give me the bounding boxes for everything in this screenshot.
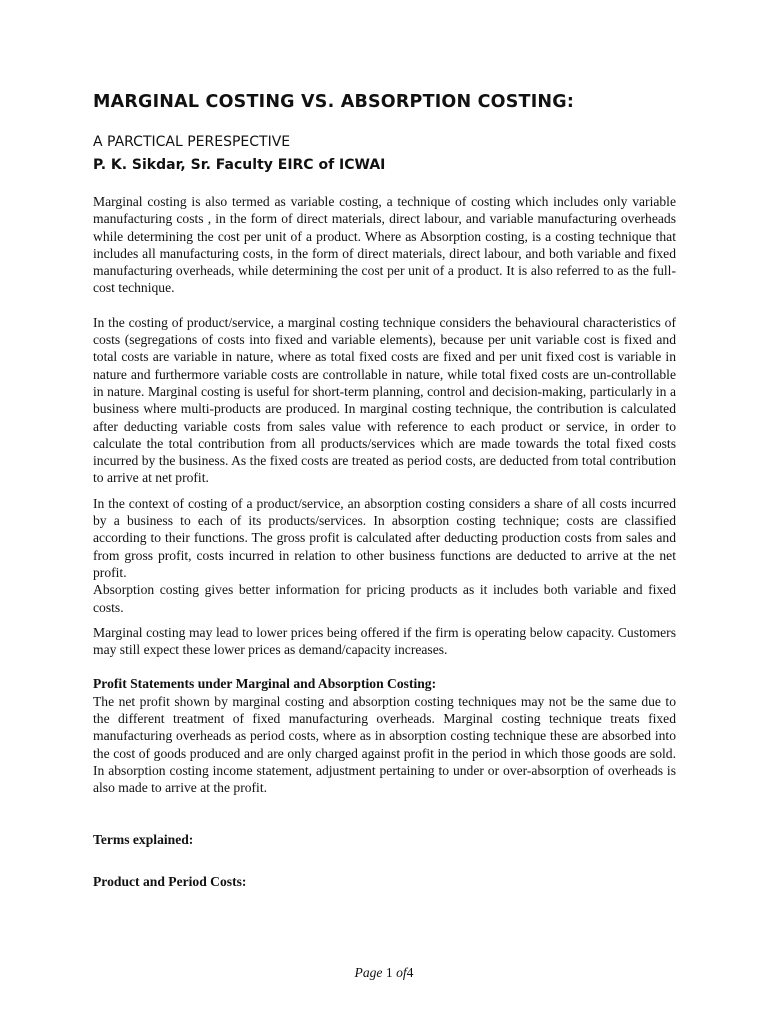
paragraph-absorption-pricing: Absorption costing gives better information for pricing products as it includes both variable and fixed costs. (93, 582, 676, 615)
profit-statements-heading: Profit Statements under Marginal and Absorption Costing: (93, 676, 437, 692)
page-label: Page (354, 965, 383, 980)
page-of-label: of (396, 965, 407, 980)
document-subtitle: A PARCTICAL PERESPECTIVE (93, 134, 291, 150)
page-footer (0, 965, 768, 981)
paragraph-profit-statements: The net profit shown by marginal costing and absorption costing techniques may not be the same due to the different treatment of fixed manufacturing overheads. Marginal costing technique treats fixed manufacturing overheads as period costs, where as in absorption costing technique these are absorbed into the cost of goods produced and are only charged against profit in the period in which those goods are sold. In absorption costing income statement, adjustment pertaining to under or over-absorption of overheads is also made to arrive at the profit. (93, 693, 676, 796)
document-title: MARGINAL COSTING VS. ABSORPTION COSTING: (93, 92, 575, 112)
paragraph-definitions: Marginal costing is also termed as variable costing, a technique of costing which includes only variable manufacturing costs , in the form of direct materials, direct labour, and variable manufacturing overheads while determining the cost per unit of a product. Where as Absorption costing, is a costing technique that includes all manufacturing costs, in the form of direct materials, direct labour, and both variable and fixed manufacturing overheads, while determining the cost per unit of a product. It is also referred to as the full- cost technique. (93, 194, 676, 296)
document-page (93, 92, 676, 890)
document-author: P. K. Sikdar, Sr. Faculty EIRC of ICWAI (93, 157, 386, 173)
paragraph-marginal-pricing: Marginal costing may lead to lower prices being offered if the firm is operating below capacity. Customers may still expect these lower prices as demand/capacity increases. (93, 624, 676, 658)
paragraph-marginal-costing: In the costing of product/service, a marginal costing technique considers the behavioural characteristics of costs (segregations of costs into fixed and variable elements), because per unit variable cost is fixed and total costs are variable in nature, where as total fixed costs are fixed and per unit fixed cost is variable in nature and furthermore variable costs are controllable in nature, while total fixed costs are un-controllable in nature. Marginal costing is useful for short-term planning, control and decision-making, particularly in a business where multi-products are produced. In marginal costing technique, the contribution is calculated after deducting variable costs from sales value with reference to each product or service, in order to calculate the total contribution from all products/services which are made towards the total fixed costs incurred by the business. As the fixed costs are treated as period costs, are deducted from total contribution to arrive at net profit. (93, 314, 676, 486)
product-period-costs-heading: Product and Period Costs: (93, 873, 247, 889)
page-number: 1 (385, 965, 393, 980)
paragraph-absorption-costing: In the context of costing of a product/service, an absorption costing considers a share of all costs incurred by a business to each of its products/services. In absorption costing technique; costs are classified according to their functions. The gross profit is calculated after deducting production costs from sales and from gross profit, costs incurred in relation to other business functions are deducted to arrive at the net profit. (93, 495, 676, 580)
terms-explained-heading: Terms explained: (93, 831, 194, 847)
total-pages: 4 (406, 965, 414, 980)
